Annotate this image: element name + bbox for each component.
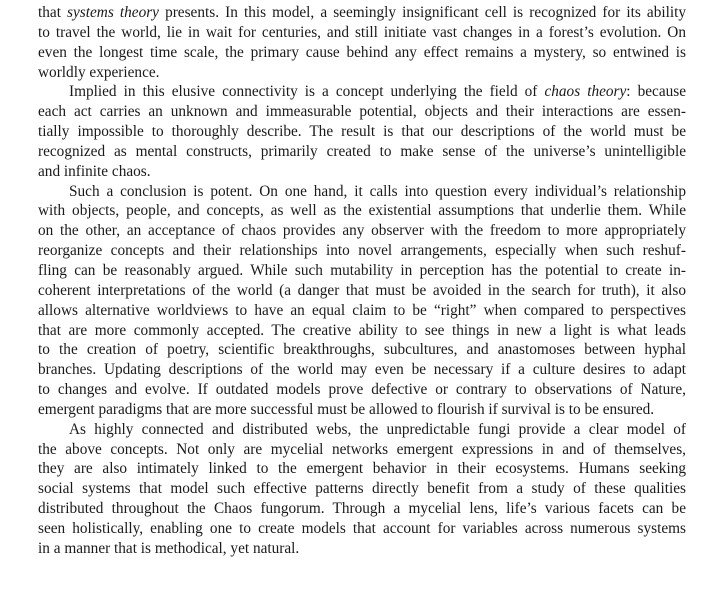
text-run: allows alternative worldviews to have an equal claim to be “right” when compared to perspectives [38,301,686,319]
text-run: presents. In this model, a seemingly insignificant cell is recognized for its ability [158,4,686,21]
text-line [38,43,686,63]
text-line [38,241,686,261]
text-run: even the longest time scale, the primary cause behind any effect remains a mystery, so entwined is [38,43,686,61]
text-line [38,499,686,519]
text-line [38,479,686,499]
italic-term: chaos theory [544,83,627,101]
text-line [38,360,686,380]
text-run: recognized as mental constructs, primarily created to make sense of the universe’s unintelligible [38,142,686,160]
text-run: on the other, an acceptance of chaos provides any observer with the freedom to more appropriately [38,222,686,240]
text-run: to travel the world, lie in wait for centuries, and still initiate vast changes in a forest’s evolution. On [38,23,686,41]
italic-term: systems theory [67,4,159,21]
text-line [38,420,686,440]
text-run: seen holistically, enabling one to create models that account for variables across numerous systems [38,519,686,537]
text-run: Implied in this elusive connectivity is a concept underlying the field of [69,83,545,101]
text-line [38,340,686,360]
text-line [38,182,686,202]
text-line [38,321,686,341]
text-run: in a manner that is methodical, yet natural. [38,539,300,557]
text-run: the above concepts. Not only are mycelial networks emergent expressions in and of themselves, [38,440,686,458]
text-line [38,440,686,460]
text-line [38,539,686,559]
text-line [38,102,686,122]
text-line [38,301,686,321]
text-run: : because [626,83,687,101]
text-run: that are more commonly accepted. The creative ability to see things in new a light is what leads [38,321,686,339]
text-run: to changes and evolve. If outdated models prove defective or contrary to observations of Nature, [38,381,686,399]
paragraph [38,82,686,181]
text-run: worldly experience. [38,63,160,81]
text-run: with objects, people, and concepts, as well as the existential assumptions that underlie them. While [38,202,686,220]
text-line [38,201,686,221]
paragraph [38,420,686,559]
text-run: Such a conclusion is potent. On one hand, it calls into question every individual’s relationship [69,182,686,200]
text-run: tially impossible to thoroughly describe. The result is that our descriptions of the world must be [38,123,686,141]
text-line [38,281,686,301]
paragraph [38,182,686,420]
text-line [38,261,686,281]
text-run: reorganize concepts and their relationships into novel arrangements, especially when such reshuf- [38,242,686,260]
text-run: branches. Updating descriptions of the world may even be necessary if a culture desires to adapt [38,361,686,379]
text-run: emergent paradigms that are more successful must be allowed to flourish if survival is to be ensured. [38,400,655,418]
text-line [38,459,686,479]
text-run: each act carries an unknown and immeasurable potential, objects and their interactions are essen- [38,103,686,121]
text-line [38,221,686,241]
text-run: distributed throughout the Chaos fungorum. Through a mycelial lens, life’s various facets can be [38,500,686,518]
document-page [38,3,686,559]
paragraph [38,3,686,82]
text-line [38,3,686,23]
text-run: fling can be reasonably argued. While such mutability in perception has the potential to create in- [38,261,686,279]
text-line [38,63,686,83]
text-run: to the creation of poetry, scientific breakthroughs, subcultures, and anastomoses between hyphal [38,341,686,359]
text-run: As highly connected and distributed webs, the unpredictable fungi provide a clear model of [69,420,686,438]
text-line [38,82,686,102]
text-line [38,122,686,142]
text-run: that [38,4,68,21]
text-line [38,519,686,539]
text-line [38,162,686,182]
text-line [38,23,686,43]
text-line [38,380,686,400]
text-run: social systems that model such effective patterns directly benefit from a study of these qualities [38,480,686,498]
text-line [38,142,686,162]
text-run: and infinite chaos. [38,162,151,180]
text-line [38,400,686,420]
text-run: they are also intimately linked to the emergent behavior in their ecosystems. Humans seeking [38,460,686,478]
text-run: coherent interpretations of the world (a danger that must be avoided in the search for truth), it also [38,281,686,299]
